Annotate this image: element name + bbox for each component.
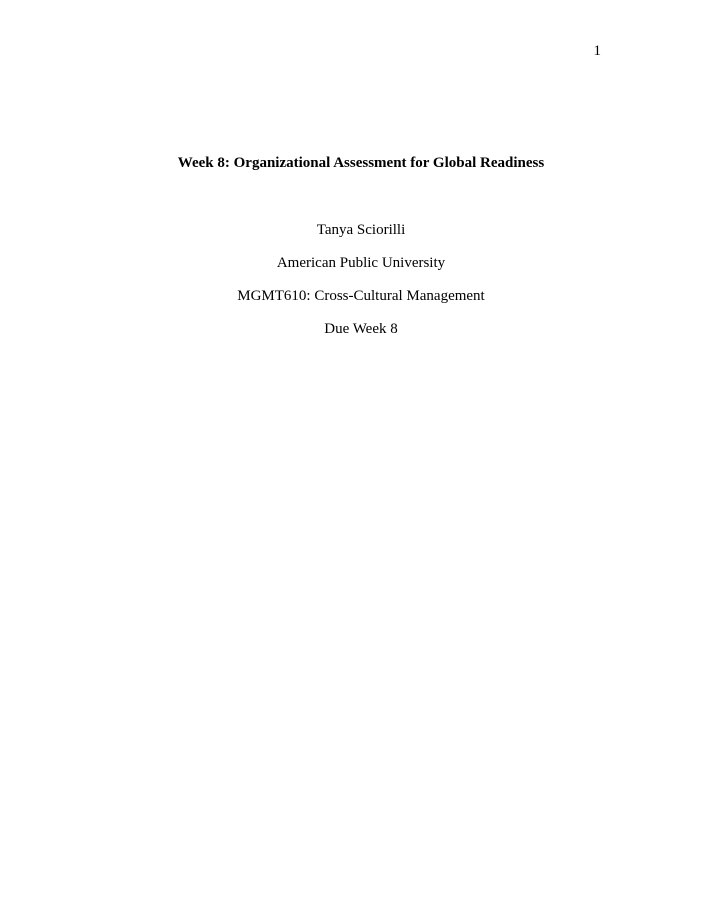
- paper-title: Week 8: Organizational Assessment for Global Readiness: [177, 155, 545, 171]
- due-date: Due Week 8: [324, 321, 398, 337]
- author-name: Tanya Sciorilli: [316, 222, 406, 238]
- institution-name: American Public University: [276, 255, 446, 271]
- course-name: MGMT610: Cross-Cultural Management: [237, 288, 485, 304]
- page-number: 1: [593, 43, 601, 59]
